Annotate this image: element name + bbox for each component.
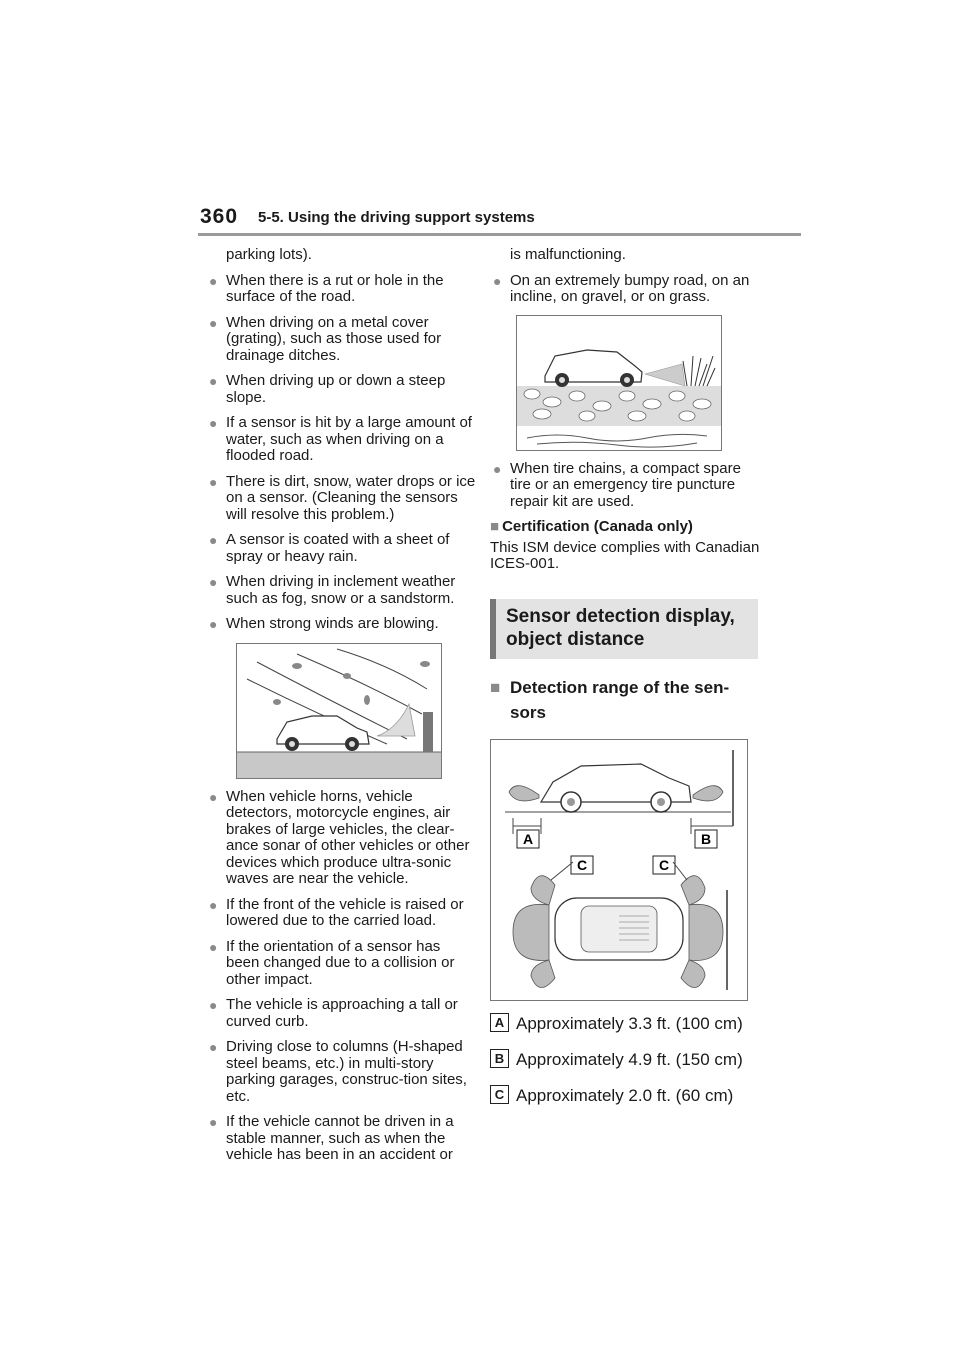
subsection-heading: ■ Detection range of the sen-sors: [490, 675, 760, 725]
bullet-icon: ●: [209, 1114, 218, 1130]
certification-text: This ISM device complies with Canadian ICES-001.: [490, 538, 760, 572]
bullet-icon: ●: [209, 997, 218, 1013]
list-item: ● If the front of the vehicle is raised or lowered due to the carried load.: [209, 895, 464, 929]
detection-range-diagram: [490, 739, 748, 1001]
legend-item-c: C Approximately 2.0 ft. (60 cm): [490, 1083, 760, 1108]
list-item: ● If the vehicle cannot be driven in a stable manner, such as when the vehicle has been in an accident or: [209, 1113, 454, 1163]
list-item: ● When vehicle horns, vehicle detectors, motorcycle engines, air brakes of large vehicles, the clear-ance sonar of other vehicles or other devices which produce ultra-sonic waves are near the vehicle.: [209, 787, 470, 887]
bumpy-road-illustration: [516, 315, 722, 451]
square-icon: ■: [490, 518, 500, 535]
certification-heading: ■ Certification (Canada only): [490, 518, 693, 535]
diagram-label-c-right: C: [658, 856, 670, 873]
diagram-label-b: B: [700, 830, 712, 847]
list-item: ● When tire chains, a compact spare tire or an emergency tire puncture repair kit are used.: [493, 459, 741, 510]
bullet-icon: ●: [209, 788, 218, 805]
detection-range-image: [491, 740, 747, 1000]
continuation-text: parking lots).: [226, 246, 312, 263]
list-item: ● The vehicle is approaching a tall or curved curb.: [209, 996, 458, 1030]
list-item: ● If the orientation of a sensor has been changed due to a collision or other impact.: [209, 937, 455, 988]
diagram-label-a: A: [522, 830, 534, 847]
bullet-icon: ●: [209, 272, 218, 289]
bullet-icon: ●: [209, 415, 218, 431]
legend-letter: C: [490, 1085, 509, 1104]
list-item: ● When strong winds are blowing.: [209, 615, 439, 632]
page-header: [0, 0, 960, 240]
list-item: ● When driving on a metal cover (grating), such as those used for drainage ditches.: [209, 313, 442, 364]
wind-illustration: [236, 643, 442, 779]
bullet-icon: ●: [493, 272, 502, 289]
square-icon: ■: [490, 677, 501, 697]
bullet-icon: ●: [493, 460, 502, 477]
section-heading-box: Sensor detection display, object distance: [490, 599, 758, 659]
list-item: ● If a sensor is hit by a large amount of water, such as when driving on a flooded road.: [209, 414, 472, 464]
right-column: [490, 247, 760, 1119]
legend-item-a: A Approximately 3.3 ft. (100 cm): [490, 1011, 760, 1036]
bullet-icon: ●: [209, 574, 218, 590]
bullet-icon: ●: [209, 473, 218, 490]
bullet-icon: ●: [209, 373, 218, 389]
bullet-icon: ●: [209, 938, 218, 955]
page-number: 360: [200, 205, 239, 228]
list-item: ● There is dirt, snow, water drops or ice on a sensor. (Cleaning the sensors will resolve this problem.): [209, 472, 476, 523]
wind-car-image: [237, 644, 441, 778]
bullet-icon: ●: [209, 532, 218, 548]
list-item: ● Driving close to columns (H-shaped steel beams, etc.) in multi-story parking garages, construc-tion sites, etc.: [209, 1038, 467, 1105]
bullet-icon: ●: [209, 896, 218, 913]
diagram-label-c-left: C: [576, 856, 588, 873]
header-divider: [198, 233, 801, 236]
list-item: ● When driving in inclement weather such as fog, snow or a sandstorm.: [209, 573, 456, 607]
bullet-icon: ●: [209, 616, 218, 632]
legend-item-b: B Approximately 4.9 ft. (150 cm): [490, 1047, 760, 1072]
section-title: 5-5. Using the driving support systems: [258, 209, 535, 226]
legend-letter: B: [490, 1049, 509, 1068]
bullet-icon: ●: [209, 314, 218, 331]
continuation-text: is malfunctioning.: [510, 246, 626, 263]
list-item: ● On an extremely bumpy road, on an incline, on gravel, or on grass.: [493, 271, 750, 305]
bullet-icon: ●: [209, 1039, 218, 1055]
list-item: ● When driving up or down a steep slope.: [209, 372, 446, 406]
list-item: ● When there is a rut or hole in the surface of the road.: [209, 271, 444, 305]
bumpy-road-image: [517, 316, 721, 450]
list-item: ● A sensor is coated with a sheet of spray or heavy rain.: [209, 531, 450, 565]
legend-letter: A: [490, 1013, 509, 1032]
left-column: [206, 247, 476, 1173]
